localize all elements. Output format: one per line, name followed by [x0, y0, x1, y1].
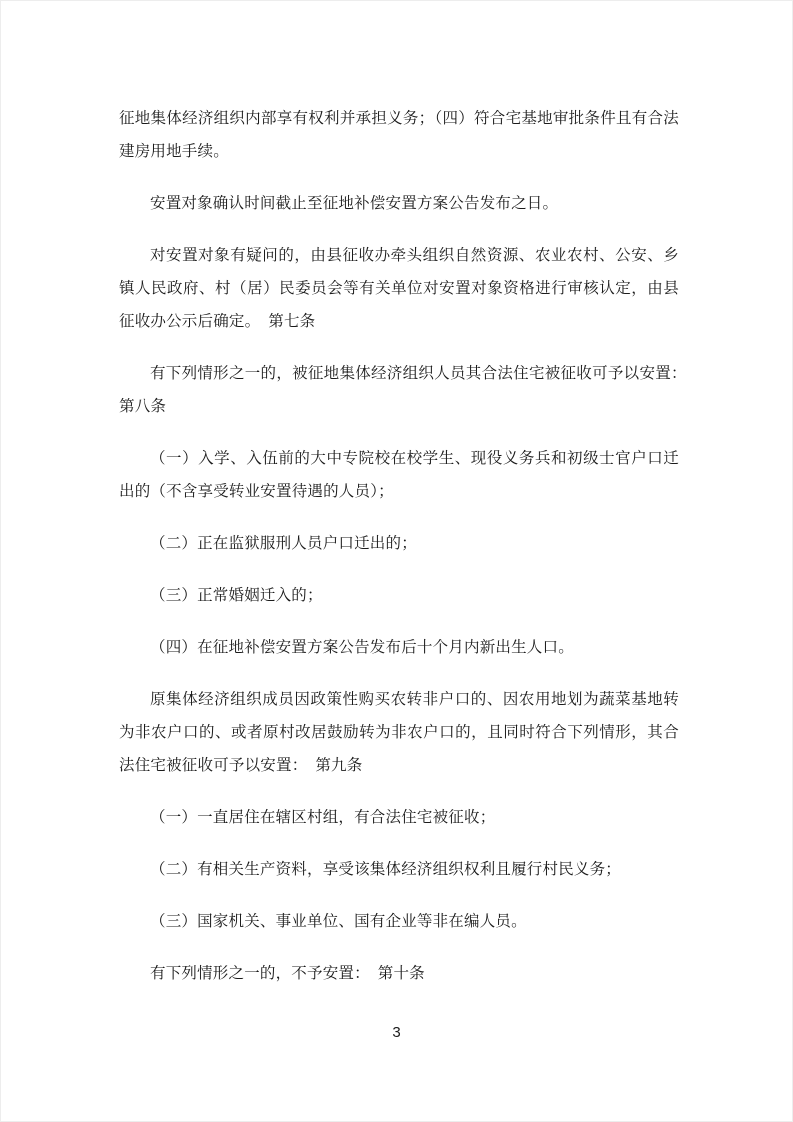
paragraph: 对安置对象有疑问的，由县征收办牵头组织自然资源、农业农村、公安、乡镇人民政府、村（居）民委员会等有关单位对安置对象资格进行审核认定，由县征收办公示后确定。 第七条	[119, 247, 679, 330]
paragraph: 有下列情形之一的，被征地集体经济组织人员其合法住宅被征收可予以安置： 第八条	[119, 365, 695, 415]
paragraph: （二）有相关生产资料，享受该集体经济组织权利且履行村民义务；	[150, 861, 622, 878]
paragraph: 有下列情形之一的，不予安置： 第十条	[150, 965, 425, 982]
paragraph: 征地集体经济组织内部享有权利并承担义务；（四）符合宅基地审批条件且有合法建房用地手续。	[119, 110, 679, 160]
paragraph: （三）正常婚姻迁入的；	[150, 587, 323, 604]
paragraph: （三）国家机关、事业单位、国有企业等非在编人员。	[150, 913, 527, 930]
paragraph: （一）一直居住在辖区村组，有合法住宅被征收；	[150, 809, 496, 826]
page-footer	[1, 1023, 792, 1043]
page-number: 3	[392, 1024, 401, 1041]
document-body	[119, 102, 695, 1009]
paragraph: 安置对象确认时间截止至征地补偿安置方案公告发布之日。	[150, 195, 559, 212]
paragraph: （四）在征地补偿安置方案公告发布后十个月内新出生人口。	[150, 639, 574, 656]
paragraph: 原集体经济组织成员因政策性购买农转非户口的、因农用地划为蔬菜基地转为非农户口的、或者原村改居鼓励转为非农户口的，且同时符合下列情形，其合法住宅被征收可予以安置： 第九条	[119, 691, 679, 774]
paragraph: （一）入学、入伍前的大中专院校在校学生、现役义务兵和初级士官户口迁出的（不含享受转业安置待遇的人员）；	[119, 450, 679, 500]
paragraph: （二）正在监狱服刑人员户口迁出的；	[150, 535, 417, 552]
